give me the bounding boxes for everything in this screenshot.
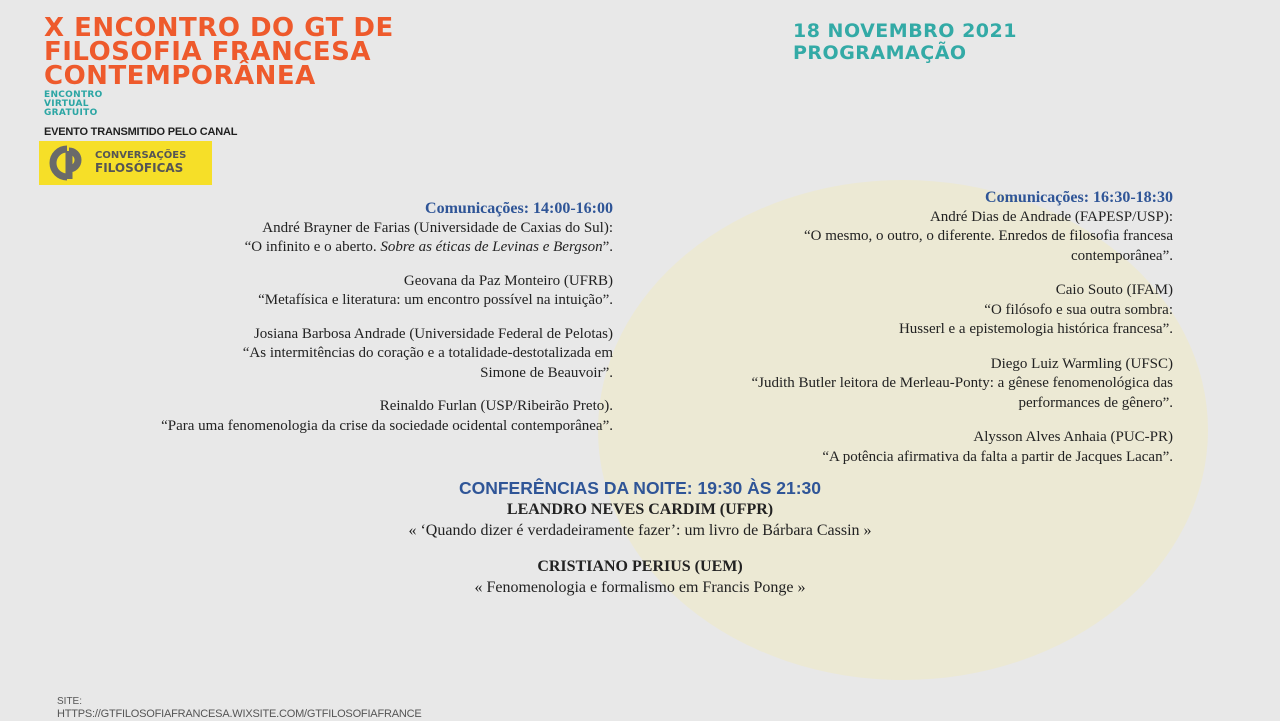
conference-speaker: CRISTIANO PERIUS (UEM)	[537, 558, 743, 575]
talk-title: “Metafísica e literatura: um encontro possível na intuição”.	[258, 292, 613, 308]
talk-title: Husserl e a epistemologia histórica francesa”.	[898, 321, 1173, 337]
talk-item	[751, 428, 1173, 467]
talk-speaker: Josiana Barbosa Andrade (Universidade Federal de Pelotas)	[253, 325, 613, 342]
session-afternoon-2	[751, 188, 1173, 482]
talk-title: “A potência afirmativa da falta a partir de Jacques Lacan”.	[822, 448, 1173, 465]
program-heading: PROGRAMAÇÃO	[793, 42, 967, 64]
talk-title: performances de gênero”.	[1018, 394, 1173, 411]
conference-talk: « Fenomenologia e formalismo em Francis Ponge »	[474, 579, 806, 596]
talk-title: “Para uma fenomenologia da crise da sociedade ocidental contemporânea”.	[161, 417, 613, 434]
talk-speaker: Geovana da Paz Monteiro (UFRB)	[403, 272, 613, 289]
talk-title-italic: Sobre as éticas de Levinas e Bergson	[380, 239, 603, 255]
talk-item	[751, 281, 1173, 340]
talk-title: “Judith Butler leitora de Merleau-Ponty: a gênese fenomenológica das	[751, 375, 1173, 391]
site-url-link[interactable]: HTTPS://GTFILOSOFIAFRANCESA.WIXSITE.COM/GTFILOSOFIAFRANCE	[57, 708, 422, 720]
logo-text-line1: CONVERSAÇÕES	[95, 150, 187, 161]
talk-item	[161, 272, 613, 311]
talk-title: “O mesmo, o outro, o diferente. Enredos de filosofia francesa	[803, 228, 1173, 244]
conference-speaker: LEANDRO NEVES CARDIM (UFPR)	[506, 501, 774, 518]
site-label: SITE:	[57, 696, 83, 707]
date-block	[793, 20, 1017, 64]
logo-text	[95, 149, 186, 175]
conference-item	[0, 499, 1280, 541]
event-date: 18 NOVEMBRO 2021	[793, 20, 1017, 42]
conferences-title: CONFERÊNCIAS DA NOITE: 19:30 ÀS 21:30	[458, 478, 822, 498]
session-title: Comunicações: 16:30-18:30	[985, 189, 1173, 206]
conversacoes-filosoficas-logo[interactable]	[39, 141, 212, 185]
talk-speaker: Caio Souto (IFAM)	[1055, 282, 1173, 298]
talk-item	[751, 208, 1173, 267]
talk-title: contemporânea”.	[1070, 247, 1173, 264]
cf-logo-icon	[47, 145, 91, 181]
event-title	[44, 13, 394, 91]
talk-item	[161, 397, 613, 436]
logo-text-line2: FILOSÓFICAS	[95, 161, 184, 175]
conference-item	[0, 556, 1280, 598]
talk-item	[161, 325, 613, 384]
tagline-line: GRATUITO	[44, 108, 98, 118]
conference-talk: « ‘Quando dizer é verdadeiramente fazer’: um livro de Bárbara Cassin »	[408, 522, 872, 539]
talk-speaker: Reinaldo Furlan (USP/Ribeirão Preto).	[379, 398, 613, 414]
talk-title-part: “O infinito e o aberto.	[244, 239, 381, 255]
session-title: Comunicações: 14:00-16:00	[425, 200, 613, 217]
talk-item	[751, 355, 1173, 414]
channel-label: EVENTO TRANSMITIDO PELO CANAL	[44, 126, 238, 138]
session-afternoon-1	[161, 199, 613, 450]
talk-title: “As intermitências do coração e a totalidade-destotalizada em	[242, 345, 613, 361]
talk-title-part: ”.	[602, 239, 613, 255]
event-title-line: X ENCONTRO DO GT DE	[44, 13, 394, 43]
talk-title: Simone de Beauvoir”.	[480, 364, 613, 381]
talk-speaker: Diego Luiz Warmling (UFSC)	[990, 355, 1173, 372]
talk-speaker: André Dias de Andrade (FAPESP/USP):	[929, 208, 1173, 225]
talk-speaker: Alysson Alves Anhaia (PUC-PR)	[973, 429, 1173, 445]
evening-conferences	[0, 477, 1280, 598]
event-title-line: FILOSOFIA FRANCESA	[44, 37, 371, 67]
talk-item	[161, 219, 613, 258]
talk-title: “O filósofo e sua outra sombra:	[984, 301, 1173, 318]
event-tagline	[44, 91, 103, 118]
talk-speaker: André Brayner de Farias (Universidade de Caxias do Sul):	[262, 219, 613, 236]
tagline-line: VIRTUAL	[44, 99, 89, 109]
event-title-line: CONTEMPORÂNEA	[44, 61, 316, 91]
site-footer	[57, 695, 421, 721]
tagline-line: ENCONTRO	[44, 90, 103, 100]
talk-title	[161, 238, 613, 258]
